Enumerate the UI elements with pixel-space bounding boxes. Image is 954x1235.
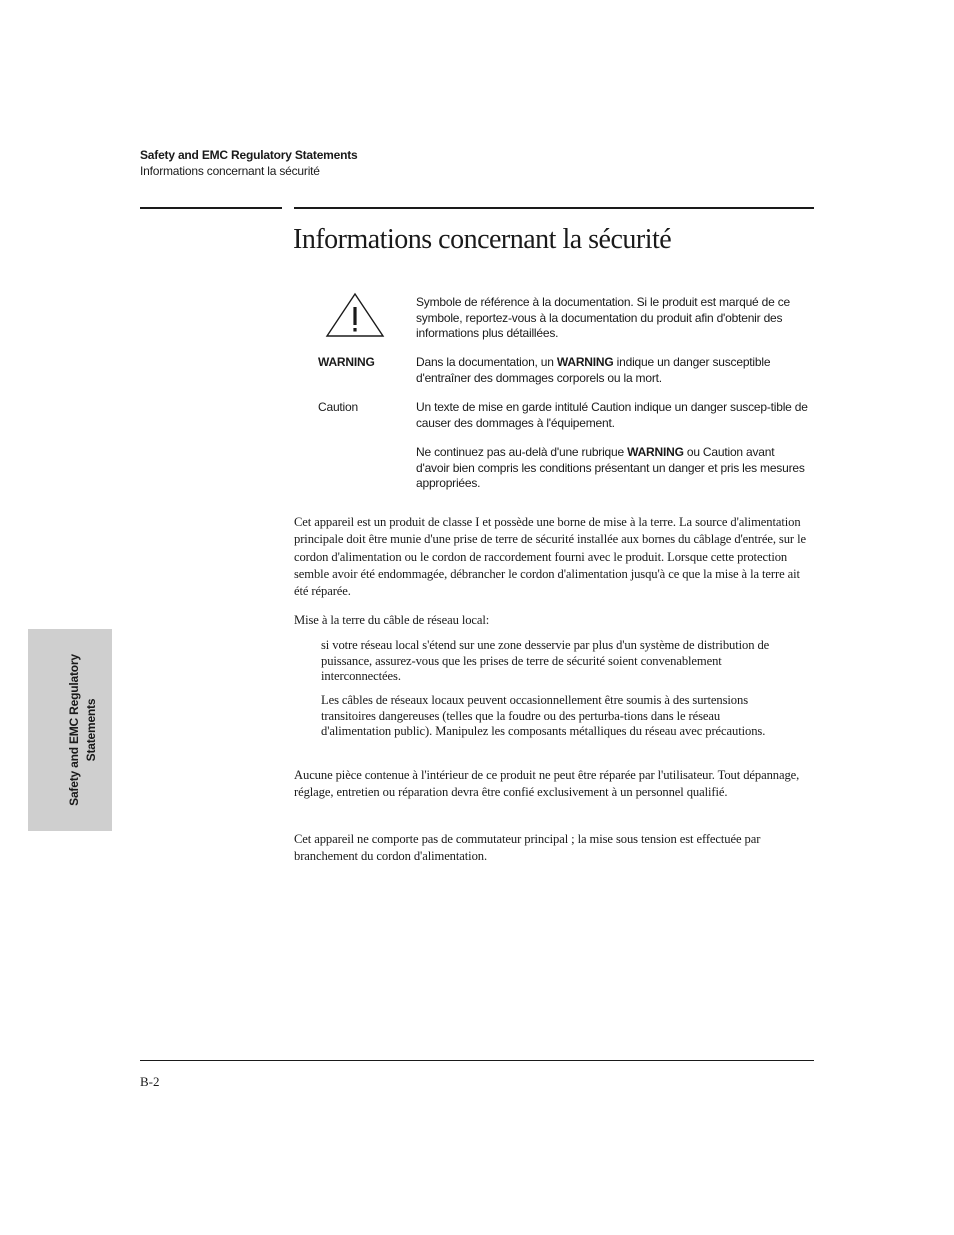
running-header-subsection: Informations concernant la sécurité [140, 164, 320, 178]
symbol-description: Symbole de référence à la documentation. Si le produit est marqué de ce symbole, reportez-vous à la documentation du produit afin d'obtenir des informations plus détaillées. [416, 295, 791, 340]
footer-rule [140, 1060, 814, 1061]
paragraph-lan-grounding: Mise à la terre du câble de réseau local: [294, 613, 490, 627]
side-tab-label: Safety and EMC Regulatory Statements [67, 654, 98, 806]
warning-text: Dans la documentation, un WARNING indique un danger susceptible d'entraîner des dommages corporels ou la mort. [416, 355, 771, 385]
caution-text-continued: Ne continuez pas au-delà d'une rubrique WARNING ou Caution avant d'avoir bien compris les conditions présentant un danger et pris les mesures appropriées. [416, 445, 805, 490]
running-header [140, 147, 358, 179]
indented-paragraph-surges: Les câbles de réseaux locaux peuvent occasionnellement être soumis à des surtensions transitoires dangereuses (telles que la foudre ou des perturba-tions dans le réseau d'alimentation public). Manipulez les composants métalliques du réseau avec précautions. [321, 693, 766, 739]
page-title: Informations concernant la sécurité [293, 224, 672, 255]
header-rule-right [294, 207, 814, 209]
paragraph-no-user-parts: Aucune pièce contenue à l'intérieur de ce produit ne peut être réparée par l'utilisateur. Tout dépannage, réglage, entretien ou réparation devra être confié exclusivement à un personnel qualifié. [294, 768, 800, 800]
warning-label: WARNING [318, 355, 375, 369]
caution-label: Caution [318, 400, 358, 414]
running-header-section: Safety and EMC Regulatory Statements [140, 148, 358, 162]
caution-text: Un texte de mise en garde intitulé Caution indique un danger suscep-tible de causer des dommages à l'équipement. [416, 400, 808, 430]
paragraph-grounding: Cet appareil est un produit de classe I et possède une borne de mise à la terre. La source d'alimentation principale doit être munie d'une prise de terre de sécurité installée aux bornes du câblage d'entrée, sur le cordon d'alimentation ou le cordon de raccordement fourni avec le produit. Lorsque cette protection semble avoir été endommagée, débrancher le cordon d'alimentation jusqu'à ce que la mise à la terre ait été réparée. [294, 515, 806, 599]
header-rule-left [140, 207, 282, 209]
warning-triangle-icon [325, 292, 385, 338]
page-number: B-2 [140, 1074, 160, 1089]
paragraph-no-main-switch: Cet appareil ne comporte pas de commutateur principal ; la mise sous tension est effectuée par branchement du cordon d'alimentation. [294, 832, 761, 864]
indented-paragraph-interconnect: si votre réseau local s'étend sur une zone desservie par plus d'un système de distribution de puissance, assurez-vous que les prises de terre de sécurité soient convenablement interconnectées. [321, 638, 770, 684]
